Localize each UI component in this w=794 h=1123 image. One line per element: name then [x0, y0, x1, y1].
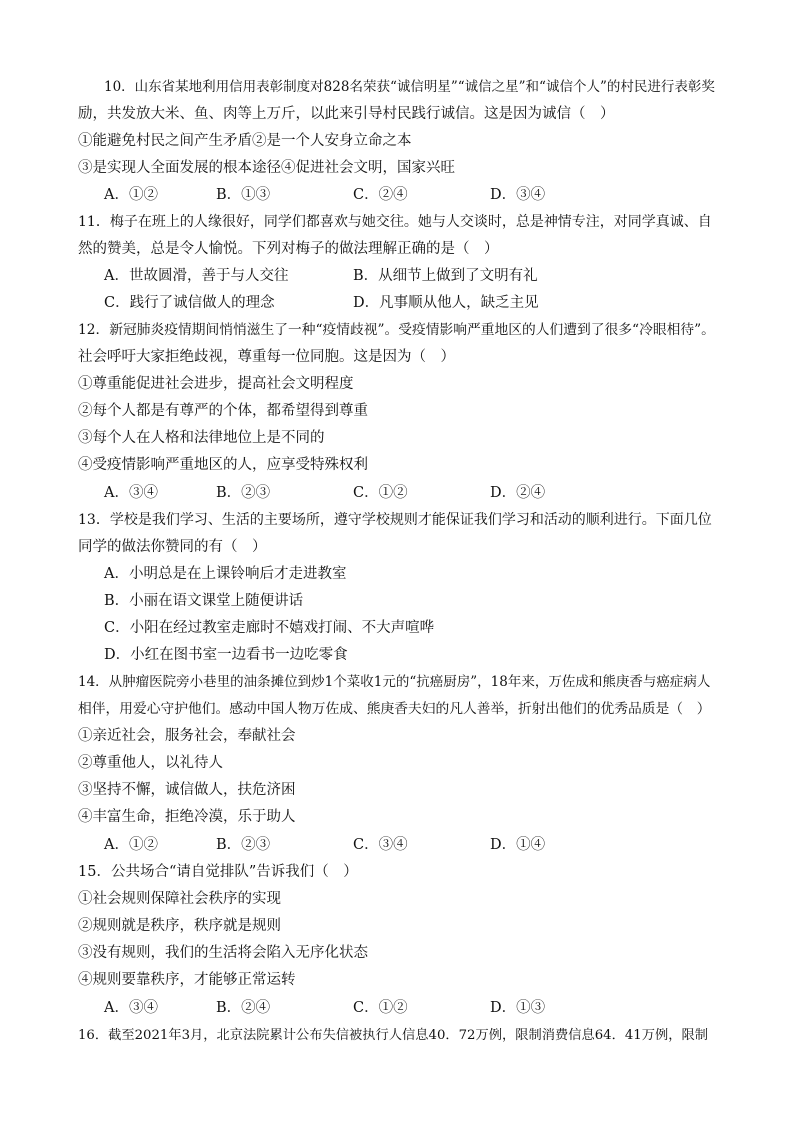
option-a[interactable]: A．③④ [104, 485, 158, 501]
option-c[interactable]: C．②④ [353, 187, 408, 203]
statement-line: ③坚持不懈，诚信做人，扶危济困 [78, 782, 296, 798]
question-stem-line: 13．学校是我们学习、生活的主要场所，遵守学校规则才能保证我们学习和活动的顺利进行。下面几位 [78, 512, 712, 528]
statement-line: ④丰富生命，拒绝冷漠，乐于助人 [78, 809, 296, 825]
statement-line: ④规则要靠秩序，才能够正常运转 [78, 972, 296, 988]
option-d[interactable]: D．③④ [490, 187, 546, 203]
statement-line: ①尊重能促进社会进步，提高社会文明程度 [78, 376, 354, 392]
option-c[interactable]: C．小阳在经过教室走廊时不嬉戏打闹、不大声喧哗 [104, 620, 435, 636]
statement-line: ③没有规则，我们的生活将会陷入无序化状态 [78, 945, 368, 961]
option-b[interactable]: B．②④ [216, 1000, 271, 1016]
statement-line: ①亲近社会，服务社会，奉献社会 [78, 728, 296, 744]
statement-line: ③是实现人全面发展的根本途径④促进社会文明，国家兴旺 [78, 160, 455, 176]
question-stem-line: 12．新冠肺炎疫情期间悄悄滋生了一种“疫情歧视”。受疫情影响严重地区的人们遭到了很多“冷眼相待”。 [78, 322, 715, 338]
question-stem-line: 15．公共场合“请自觉排队”告诉我们（ ） [78, 864, 358, 880]
option-d[interactable]: D．②④ [490, 485, 546, 501]
statement-line: ②规则就是秩序，秩序就是规则 [78, 918, 281, 934]
statement-line: ②每个人都是有尊严的个体，都希望得到尊重 [78, 403, 368, 419]
option-a[interactable]: A．③④ [104, 1000, 158, 1016]
option-c[interactable]: C．①② [353, 1000, 408, 1016]
statement-line: ③每个人在人格和法律地位上是不同的 [78, 430, 325, 446]
option-a[interactable]: A．世故圆滑，善于与人交往 [104, 268, 289, 284]
option-d[interactable]: D．凡事顺从他人，缺乏主见 [353, 295, 539, 311]
option-d[interactable]: D．①④ [490, 837, 546, 853]
option-a[interactable]: A．①② [104, 187, 158, 203]
statement-line: ②尊重他人，以礼待人 [78, 755, 223, 771]
option-b[interactable]: B．②③ [216, 837, 271, 853]
option-d[interactable]: D．小红在图书室一边看书一边吃零食 [104, 647, 348, 663]
option-c[interactable]: C．践行了诚信做人的理念 [104, 295, 275, 311]
statement-line: ④受疫情影响严重地区的人，应享受特殊权利 [78, 457, 368, 473]
option-a[interactable]: A．小明总是在上课铃响后才走进教室 [104, 566, 347, 582]
question-stem-line: 社会呼吁大家拒绝歧视，尊重每一位同胞。这是因为（ ） [78, 349, 455, 365]
option-c[interactable]: C．③④ [353, 837, 408, 853]
option-b[interactable]: B．从细节上做到了文明有礼 [353, 268, 538, 284]
question-stem-line: 16．截至2021年3月，北京法院累计公布失信被执行人信息40．72万例，限制消费信息64．41万例，限制 [78, 1028, 708, 1043]
option-b[interactable]: B．小丽在语文课堂上随便讲话 [104, 593, 304, 609]
option-c[interactable]: C．①② [353, 485, 408, 501]
question-stem-line: 励，共发放大米、鱼、肉等上万斤，以此来引导村民践行诚信。这是因为诚信（ ） [78, 106, 615, 122]
statement-line: ①能避免村民之间产生矛盾②是一个人安身立命之本 [78, 133, 412, 149]
question-stem-line: 同学的做法你赞同的有（ ） [78, 539, 267, 555]
option-b[interactable]: B．①③ [216, 187, 271, 203]
question-stem-line: 相伴，用爱心守护他们。感动中国人物万佐成、熊庚香夫妇的凡人善举，折射出他们的优秀品质是（ ） [78, 701, 711, 717]
question-stem-line: 14．从肿瘤医院旁小巷里的油条摊位到炒1个菜收1元的“抗癌厨房”，18年来，万佐成和熊庚香与癌症病人 [78, 674, 711, 690]
question-stem-line: 然的赞美，总是令人愉悦。下列对梅子的做法理解正确的是（ ） [78, 241, 499, 257]
question-stem-line: 10．山东省某地利用信用表彰制度对828名荣获“诚信明星”“诚信之星”和“诚信个人”的村民进行表彰奖 [104, 79, 715, 95]
question-stem-line: 11．梅子在班上的人缘很好，同学们都喜欢与她交往。她与人交谈时，总是神情专注，对同学真诚、自 [78, 214, 712, 230]
option-d[interactable]: D．①③ [490, 1000, 546, 1016]
statement-line: ①社会规则保障社会秩序的实现 [78, 891, 281, 907]
option-a[interactable]: A．①② [104, 837, 158, 853]
option-b[interactable]: B．②③ [216, 485, 271, 501]
